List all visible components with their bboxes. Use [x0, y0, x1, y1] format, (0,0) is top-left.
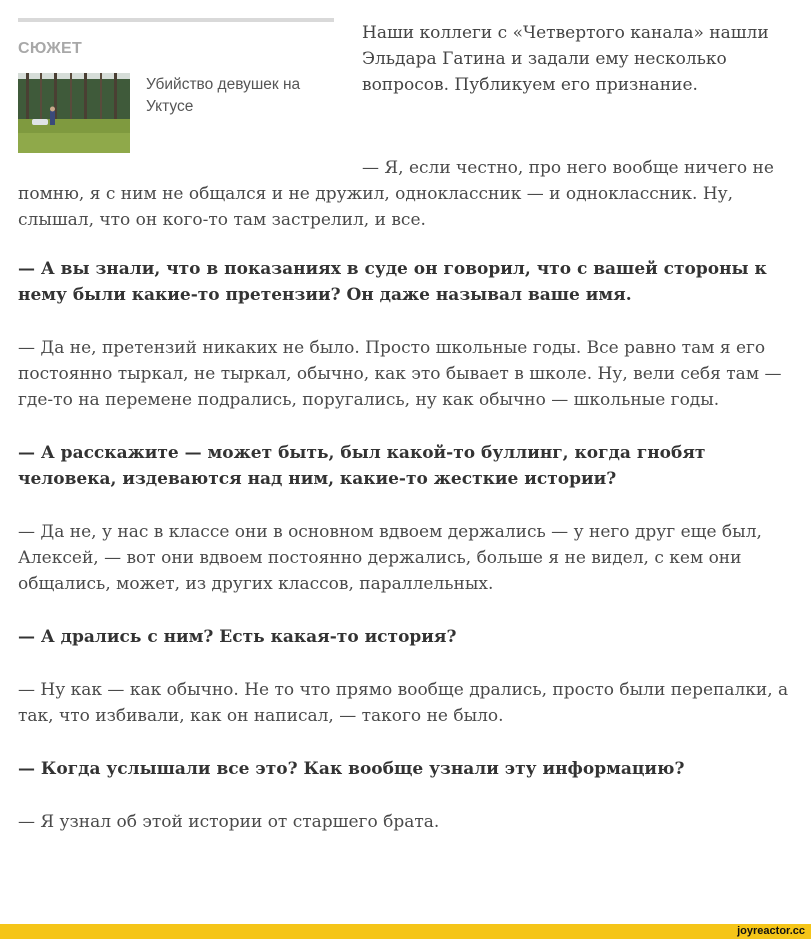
top-divider	[18, 18, 334, 22]
answer-paragraph: — Я, если честно, про него вообще ничего не помню, я с ним не общался и не дружил, одноклассник — и одноклассник. Ну, слышал, что он кого-то там застрелил, и все.	[18, 158, 774, 230]
story-link[interactable]: Убийство девушек на Уктусе	[146, 76, 301, 115]
question-paragraph: — Когда услышали все это? Как вообще узнали эту информацию?	[18, 759, 685, 779]
story-thumbnail[interactable]	[18, 73, 130, 153]
question-paragraph: — А дрались с ним? Есть какая-то история?	[18, 627, 457, 647]
question-paragraph: — А расскажите — может быть, был какой-то буллинг, когда гнобят человека, издеваются над ним, какие-то жесткие истории?	[18, 443, 706, 489]
answer-paragraph: — Я узнал об этой истории от старшего брата.	[18, 812, 440, 832]
footer-bar	[0, 924, 811, 939]
forest-photo-icon	[18, 73, 130, 153]
answer-paragraph: — Да не, у нас в классе они в основном вдвоем держались — у него друг еще был, Алексей, — вот они вдвоем постоянно держались, больше я не видел, с кем они общались, может, из других классов, параллельных.	[18, 522, 762, 594]
answer-paragraph: — Ну как — как обычно. Не то что прямо вообще дрались, просто были перепалки, а так, что избивали, как он написал, — такого не было.	[18, 680, 789, 726]
question-paragraph: — А вы знали, что в показаниях в суде он говорил, что с вашей стороны к нему были какие-то претензии? Он даже называл ваше имя.	[18, 259, 767, 305]
intro-paragraph: Наши коллеги с «Четвертого канала» нашли Эльдара Гатина и задали ему несколько вопросов. Публикуем его признание.	[362, 23, 769, 95]
story-section-label: СЮЖЕТ	[18, 40, 83, 57]
joyreactor-logo[interactable]: joyreactor.cc	[737, 925, 805, 937]
article-body	[18, 155, 798, 835]
answer-paragraph: — Да не, претензий никаких не было. Просто школьные годы. Все равно там я его постоянно тыркал, не тыркал, обычно, как это бывает в школе. Ну, вели себя там — где-то на перемене подрались, поругались, ну как обычно — школьные годы.	[18, 338, 782, 410]
